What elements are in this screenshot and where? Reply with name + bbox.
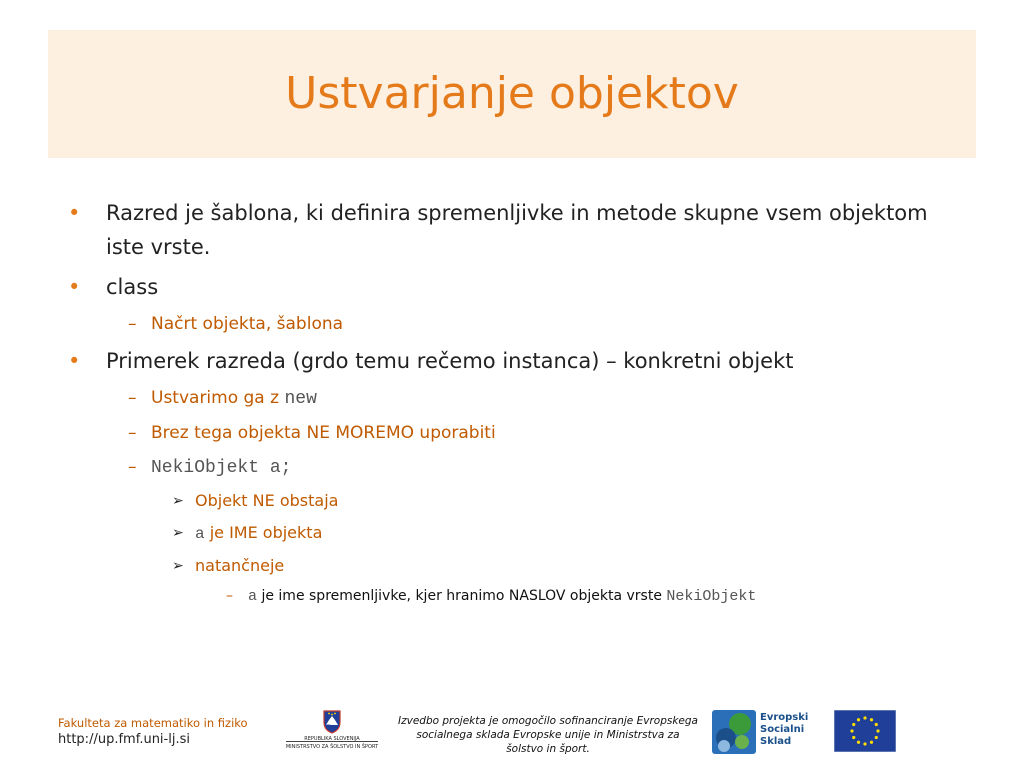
bullet-3-3-1: [66, 488, 946, 514]
code-variable: a: [248, 588, 258, 605]
arrow-marker-icon: ➢: [172, 558, 184, 574]
dash-marker: –: [128, 457, 137, 477]
bullet-text: class: [106, 275, 159, 299]
esf-logo-icon: [712, 710, 756, 754]
code-variable: a: [195, 525, 205, 543]
bullet-text: Načrt objekta, šablona: [151, 314, 344, 334]
bullet-marker: •: [68, 275, 81, 299]
esf-line-3: Sklad: [760, 736, 792, 747]
bullet-marker: •: [68, 349, 81, 373]
eu-star: [863, 716, 866, 719]
code-keyword: new: [284, 389, 317, 409]
bullet-3-3-3-1: [66, 585, 946, 608]
eu-star: [875, 736, 878, 739]
bullet-1: [66, 196, 946, 264]
dash-marker: –: [128, 314, 137, 334]
eu-star: [863, 742, 866, 745]
bullet-3-3: [66, 453, 946, 482]
bullet-3-3-2: [66, 520, 946, 547]
bullet-2: [66, 270, 946, 304]
title-band: [48, 30, 976, 158]
code-type: NekiObjekt: [666, 588, 757, 605]
bullet-text: Primerek razreda (grdo temu rečemo instanca) – konkretni objekt: [106, 349, 794, 373]
esf-text: [760, 712, 808, 748]
bullet-text: Brez tega objekta NE MOREMO uporabiti: [151, 423, 496, 443]
eu-star: [850, 729, 853, 732]
bullet-3-3-3: [66, 553, 946, 579]
bullet-3-1: [66, 384, 946, 413]
eu-star: [857, 741, 860, 744]
eu-star: [870, 718, 873, 721]
ministry-logo: [280, 710, 384, 754]
bullet-text: Razred je šablona, ki definira spremenljivke in metode skupne vsem objektom iste vrste.: [106, 201, 928, 259]
bullet-2-1: [66, 310, 946, 338]
slovenia-coat-of-arms-icon: [322, 710, 342, 734]
eu-star: [852, 736, 855, 739]
bullet-text: je IME objekta: [204, 523, 323, 542]
eu-star: [857, 718, 860, 721]
esf-line-1: Evropski: [760, 712, 809, 723]
bullet-text: Objekt NE obstaja: [195, 491, 339, 510]
faculty-name: Fakulteta za matematiko in fiziko: [58, 716, 248, 730]
bullet-text: natančneje: [195, 556, 285, 575]
ministry-line-2: MINISTRSTVO ZA ŠOLSTVO IN ŠPORT: [285, 744, 379, 750]
eu-flag-icon: [834, 710, 896, 752]
slide-title: Ustvarjanje objektov: [285, 68, 739, 119]
eu-star: [875, 723, 878, 726]
bullet-3: [66, 344, 946, 378]
bullet-text: Ustvarimo ga z: [151, 388, 285, 408]
ministry-line-1: REPUBLIKA SLOVENIJA: [304, 736, 360, 742]
funding-note: Izvedbo projekta je omogočilo sofinanciranje Evropskega socialnega sklada Evropske unije in Ministrstva za šolstvo in šport.: [398, 715, 698, 755]
dash-marker: –: [128, 388, 137, 408]
bullet-marker: •: [68, 201, 81, 225]
arrow-marker-icon: ➢: [172, 493, 184, 509]
code-declaration: NekiObjekt a;: [151, 458, 292, 478]
arrow-marker-icon: ➢: [172, 525, 184, 541]
eu-star: [876, 729, 879, 732]
dash-marker: –: [128, 423, 137, 443]
esf-line-2: Socialni: [760, 724, 805, 735]
esf-logo: [712, 710, 822, 754]
slide-content: [66, 196, 946, 608]
faculty-url[interactable]: http://up.fmf.uni-lj.si: [58, 732, 190, 747]
eu-star: [870, 741, 873, 744]
eu-star: [852, 723, 855, 726]
dash-marker: –: [226, 588, 233, 604]
footer-faculty: [58, 716, 268, 747]
bullet-text: je ime spremenljivke, kjer hranimo NASLOV objekta vrste: [257, 588, 667, 604]
bullet-3-2: [66, 419, 946, 447]
